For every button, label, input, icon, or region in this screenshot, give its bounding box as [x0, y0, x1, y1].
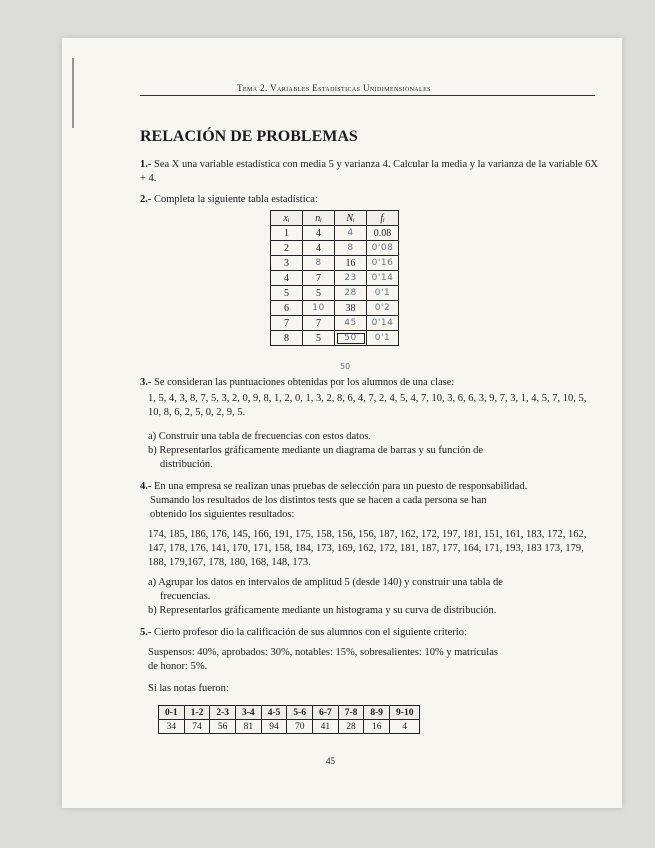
handwritten-cell: 50	[335, 331, 367, 346]
table-cell: 16	[335, 256, 367, 271]
problem-number: 2.-	[140, 194, 152, 205]
table-cell: 70	[287, 720, 313, 734]
table-cell: 4	[271, 271, 303, 286]
test-results-data: 174, 185, 186, 176, 145, 166, 191, 175, 158, 156, 156, 187, 162, 172, 197, 181, 151, 161, 183, 172, 162, 147, 178, 176, 141, 170, 171, 158, 184, 173, 169, 162, 172, 181, 187, 177, 164, 171, 193, 183 173, 179, 188, 179,167, 178, 180, 168, 148, 173.	[148, 529, 587, 568]
table-cell: 56	[210, 720, 236, 734]
problem-number: 4.-	[140, 481, 152, 492]
criteria-text: de honor: 5%.	[148, 661, 208, 672]
table-cell: 1	[271, 226, 303, 241]
table-row	[271, 256, 399, 271]
table-cell: 3	[271, 256, 303, 271]
problem-3-part-a: a) Construir una tabla de frecuencias con estos datos.	[148, 431, 372, 442]
table-cell: 2	[271, 241, 303, 256]
table-cell: 16	[364, 720, 390, 734]
problem-5	[140, 626, 600, 640]
header-cell: 7-8	[338, 706, 364, 720]
problem-number: 3.-	[140, 377, 152, 388]
problem-3-part-b	[148, 444, 598, 472]
grading-criteria	[148, 646, 598, 674]
grades-intro: Si las notas fueron:	[148, 683, 229, 694]
handwritten-cell: 0'14	[367, 271, 399, 286]
table-row	[271, 271, 399, 286]
table-cell: 74	[184, 720, 210, 734]
part-text: a) Agrupar los datos en intervalos de amplitud 5 (desde 140) y construir una tabla de	[148, 577, 503, 588]
table-row	[271, 286, 399, 301]
table-cell: 28	[338, 720, 364, 734]
table-cell: 4	[303, 241, 335, 256]
header-cell: 1-2	[184, 706, 210, 720]
table-cell: 5	[303, 331, 335, 346]
table-header-row	[271, 211, 399, 226]
table-row	[271, 301, 399, 316]
table-cell: 81	[236, 720, 262, 734]
problem-4	[140, 480, 600, 522]
header-cell: xᵢ	[271, 211, 303, 226]
header-cell: 9-10	[390, 706, 420, 720]
header-cell: Nᵢ	[335, 211, 367, 226]
part-text-cont: frecuencias.	[160, 591, 211, 602]
part-text-cont: distribución.	[160, 459, 213, 470]
header-cell: 4-5	[261, 706, 287, 720]
table-cell: 94	[261, 720, 287, 734]
page-title: RELACIÓN DE PROBLEMAS	[140, 128, 358, 145]
part-text: b) Representarlos gráficamente mediante un diagrama de barras y su función de	[148, 445, 483, 456]
table-row	[271, 241, 399, 256]
handwritten-cell: 8	[335, 241, 367, 256]
page-sheet	[62, 38, 622, 808]
table-row	[271, 331, 399, 346]
handwritten-cell: 45	[335, 316, 367, 331]
header-cell: 6-7	[313, 706, 339, 720]
table-cell: 4	[303, 226, 335, 241]
handwritten-cell: 0'08	[367, 241, 399, 256]
handwritten-cell: 23	[335, 271, 367, 286]
header-rule	[140, 95, 595, 96]
running-head: Tema 2. Variables Estadísticas Unidimensionales	[237, 83, 431, 93]
frequency-table	[270, 210, 399, 346]
problem-text: Sumando los resultados de los distintos tests que se hacen a cada persona se han	[150, 495, 487, 506]
table-cell: 8	[271, 331, 303, 346]
header-cell: 2-3	[210, 706, 236, 720]
problem-text: obtenido los siguientes resultados:	[150, 509, 295, 520]
header-cell: nᵢ	[303, 211, 335, 226]
table-cell: 34	[159, 720, 185, 734]
problem-text: Completa la siguiente tabla estadística:	[154, 194, 318, 205]
handwritten-cell: 0'1	[367, 331, 399, 346]
header-cell: 3-4	[236, 706, 262, 720]
table-row	[271, 226, 399, 241]
table-header-row	[159, 706, 420, 720]
table-cell: 41	[313, 720, 339, 734]
table-cell: 5	[271, 286, 303, 301]
problem-4-part-b: b) Representarlos gráficamente mediante un histograma y su curva de distribución.	[148, 605, 497, 616]
table-row	[159, 720, 420, 734]
header-cell: fᵢ	[367, 211, 399, 226]
handwritten-note: 50	[340, 362, 351, 371]
handwritten-cell: 10	[303, 301, 335, 316]
page-number: 45	[326, 756, 335, 766]
table-cell: 4	[390, 720, 420, 734]
handwritten-cell: 0'16	[367, 256, 399, 271]
header-cell: 8-9	[364, 706, 390, 720]
problem-text: Sea X una variable estadística con media 5 y varianza 4. Calcular la media y la varianza de la variable 6X + 4.	[140, 159, 599, 184]
table-row	[271, 316, 399, 331]
table-cell: 7	[303, 316, 335, 331]
problem-number: 5.-	[140, 627, 152, 638]
criteria-text: Suspensos: 40%, aprobados: 30%, notables: 15%, sobresalientes: 10% y matrículas	[148, 647, 498, 658]
handwritten-cell: 28	[335, 286, 367, 301]
problem-4-part-a	[148, 576, 598, 604]
handwritten-cell: 0'2	[367, 301, 399, 316]
problem-text: Se consideran las puntuaciones obtenidas por los alumnos de una clase:	[154, 377, 455, 388]
handwritten-cell: 0'14	[367, 316, 399, 331]
problem-text: En una empresa se realizan unas pruebas de selección para un puesto de responsabilidad.	[154, 481, 528, 492]
table-cell: 7	[303, 271, 335, 286]
header-cell: 0-1	[159, 706, 185, 720]
handwritten-cell: 4	[335, 226, 367, 241]
grades-table	[158, 705, 420, 734]
table-cell: 7	[271, 316, 303, 331]
handwritten-cell: 0'1	[367, 286, 399, 301]
table-cell: 38	[335, 301, 367, 316]
header-cell: 5-6	[287, 706, 313, 720]
margin-mark	[72, 58, 74, 128]
problem-text: Cierto profesor dio la calificación de sus alumnos con el siguiente criterio:	[154, 627, 467, 638]
scores-data: 1, 5, 4, 3, 8, 7, 5, 3, 2, 0, 9, 8, 1, 2, 0, 1, 3, 2, 8, 6, 4, 7, 2, 4, 5, 4, 7, 10, 3, 6, 6, 3, 9, 7, 3, 1, 4, 5, 7, 10, 5, 10, 8, 6, 2, 5, 0, 2, 9, 5.	[148, 393, 587, 418]
problem-number: 1.-	[140, 159, 152, 170]
problem-2	[140, 193, 600, 207]
problem-1	[140, 158, 600, 186]
table-cell: 6	[271, 301, 303, 316]
problem-3	[140, 376, 600, 390]
table-cell: 5	[303, 286, 335, 301]
table-cell: 0.08	[367, 226, 399, 241]
handwritten-cell: 8	[303, 256, 335, 271]
